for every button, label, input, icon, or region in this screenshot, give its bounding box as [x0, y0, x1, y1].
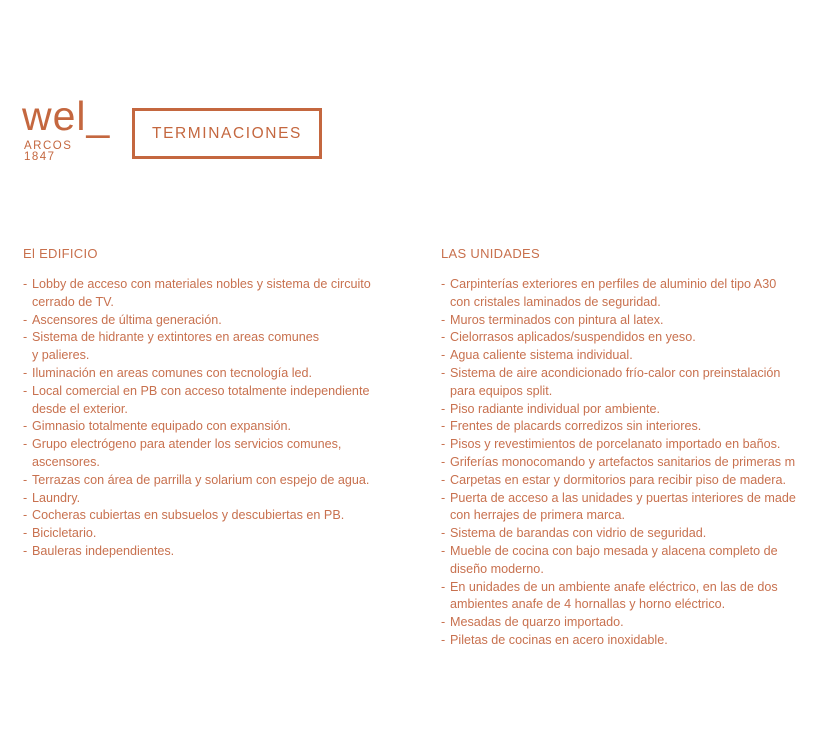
units-heading: LAS UNIDADES	[441, 246, 540, 261]
list-item-line: con cristales laminados de seguridad.	[450, 294, 661, 309]
list-item	[23, 276, 423, 312]
list-item-line: Lobby de acceso con materiales nobles y sistema de circuito	[32, 277, 371, 291]
list-item	[23, 436, 423, 472]
list-item-line: Iluminación en areas comunes con tecnología led.	[32, 365, 313, 380]
list-item-line: ambientes anafe de 4 hornallas y horno eléctrico.	[450, 597, 726, 612]
brand-logo	[22, 93, 111, 163]
list-item	[441, 490, 828, 526]
list-item-line: Frentes de placards corredizos sin interiores.	[450, 419, 702, 434]
list-item-line: Ascensores de última generación.	[32, 312, 222, 327]
list-item	[23, 543, 423, 561]
building-column	[23, 246, 423, 561]
list-item	[441, 614, 828, 632]
page-title: TERMINACIONES	[152, 124, 302, 142]
list-item	[441, 418, 828, 436]
list-item	[23, 365, 423, 383]
list-item-line: Carpinterías exteriores en perfiles de aluminio del tipo A30	[450, 277, 777, 291]
building-feature-list	[23, 276, 423, 561]
list-item-line: Puerta de acceso a las unidades y puertas interiores de made	[450, 490, 796, 505]
brand-wordmark: wel_	[22, 93, 111, 139]
list-item-line: Sistema de barandas con vidrio de seguridad.	[450, 526, 707, 541]
list-item	[441, 543, 828, 579]
units-column	[441, 246, 828, 650]
units-feature-list	[441, 276, 828, 650]
list-item	[441, 454, 828, 472]
list-item-line: cerrado de TV.	[32, 294, 114, 309]
list-item-line: Muros terminados con pintura al latex.	[450, 312, 664, 327]
list-item	[441, 401, 828, 419]
list-item	[23, 383, 423, 419]
list-item-line: Griferías monocomando y artefactos sanitarios de primeras m	[450, 454, 796, 469]
list-item	[23, 490, 423, 508]
list-item	[441, 276, 828, 312]
list-item	[23, 329, 423, 365]
list-item	[441, 365, 828, 401]
list-item-line: En unidades de un ambiente anafe eléctrico, en las de dos	[450, 579, 778, 594]
list-item	[23, 418, 423, 436]
list-item	[23, 312, 423, 330]
list-item-line: desde el exterior.	[32, 401, 128, 416]
brand-sub-line2: 1847	[24, 151, 56, 163]
list-item-line: Carpetas en estar y dormitorios para recibir piso de madera.	[450, 472, 786, 487]
list-item-line: Cocheras cubiertas en subsuelos y descubiertas en PB.	[32, 508, 345, 523]
list-item-line: Agua caliente sistema individual.	[450, 348, 633, 363]
list-item-line: Pisos y revestimientos de porcelanato importado en baños.	[450, 437, 781, 452]
list-item	[441, 312, 828, 330]
brand-subtitle	[24, 141, 110, 163]
list-item-line: Local comercial en PB con acceso totalmente independiente	[32, 383, 370, 398]
list-item	[441, 329, 828, 347]
list-item-line: para equipos split.	[450, 383, 553, 398]
list-item-line: diseño moderno.	[450, 561, 544, 576]
list-item	[441, 579, 828, 615]
title-box	[132, 108, 322, 159]
brand-sub-line1: ARCOS	[24, 140, 73, 152]
list-item-line: Terrazas con área de parrilla y solarium con espejo de agua.	[32, 472, 370, 487]
list-item-line: y palieres.	[32, 348, 90, 363]
list-item-line: Gimnasio totalmente equipado con expansión.	[32, 419, 292, 434]
building-heading: El EDIFICIO	[23, 246, 98, 261]
list-item-line: Bicicletario.	[32, 526, 97, 541]
list-item	[441, 525, 828, 543]
list-item-line: Piletas de cocinas en acero inoxidable.	[450, 632, 668, 647]
list-item	[441, 472, 828, 490]
list-item	[441, 347, 828, 365]
list-item	[441, 632, 828, 650]
list-item	[23, 507, 423, 525]
list-item-line: Sistema de aire acondicionado frío-calor con preinstalación	[450, 365, 781, 380]
list-item-line: Piso radiante individual por ambiente.	[450, 401, 661, 416]
list-item-line: Bauleras independientes.	[32, 543, 175, 558]
list-item-line: con herrajes de primera marca.	[450, 508, 625, 523]
list-item-line: Sistema de hidrante y extintores en areas comunes	[32, 330, 320, 345]
list-item-line: Laundry.	[32, 490, 81, 505]
list-item-line: Mesadas de quarzo importado.	[450, 615, 624, 630]
list-item-line: Mueble de cocina con bajo mesada y alacena completo de	[450, 543, 778, 558]
list-item	[23, 472, 423, 490]
list-item	[23, 525, 423, 543]
list-item-line: Grupo electrógeno para atender los servicios comunes,	[32, 437, 342, 452]
list-item-line: Cielorrasos aplicados/suspendidos en yeso.	[450, 330, 696, 345]
list-item	[441, 436, 828, 454]
list-item-line: ascensores.	[32, 454, 100, 469]
